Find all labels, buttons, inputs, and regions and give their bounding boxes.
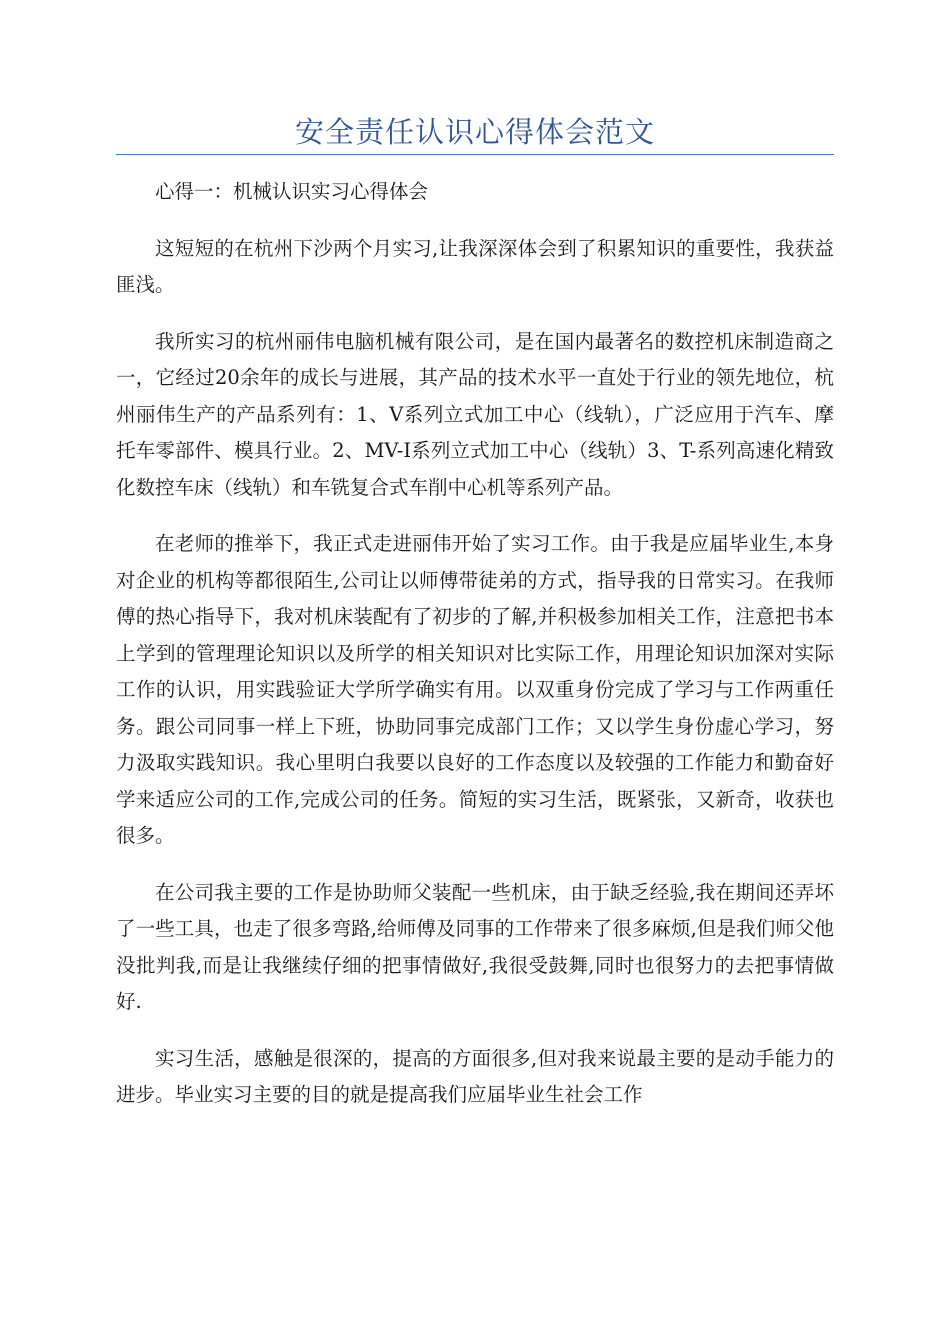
paragraph: 在公司我主要的工作是协助师父装配一些机床，由于缺乏经验,我在期间还弄坏了一些工具，也走了很多弯路,给师傅及同事的工作带来了很多麻烦,但是我们师父他没批判我,而是让我继续仔细的把事情做好,我很受鼓舞,同时也很努力的去把事情做好. (116, 880, 834, 1013)
paragraph: 实习生活，感触是很深的，提高的方面很多,但对我来说最主要的是动手能力的进步。毕业实习主要的目的就是提高我们应届毕业生社会工作 (116, 1046, 834, 1106)
paragraph: 这短短的在杭州下沙两个月实习,让我深深体会到了积累知识的重要性，我获益匪浅。 (116, 236, 834, 296)
paragraph-heading: 心得一：机械认识实习心得体会 (155, 180, 429, 203)
paragraph: 我所实习的杭州丽伟电脑机械有限公司，是在国内最著名的数控机床制造商之一，它经过20余年的成长与进展，其产品的技术水平一直处于行业的领先地位，杭州丽伟生产的产品系列有：1、V系列立式加工中心（线轨），广泛应用于汽车、摩托车零部件、模具行业。2、MV-I系列立式加工中心（线轨）3、T-系列高速化精致化数控车床（线轨）和车铣复合式车削中心机等系列产品。 (116, 329, 834, 499)
document-body (116, 174, 834, 1134)
paragraph: 在老师的推举下，我正式走进丽伟开始了实习工作。由于我是应届毕业生,本身对企业的机构等都很陌生,公司让以师傅带徒弟的方式，指导我的日常实习。在我师傅的热心指导下，我对机床装配有了初步的了解,并积极参加相关工作，注意把书本上学到的管理理论知识以及所学的相关知识对比实际工作，用理论知识加深对实际工作的认识，用实践验证大学所学确实有用。以双重身份完成了学习与工作两重任务。跟公司同事一样上下班，协助同事完成部门工作；又以学生身份虚心学习，努力汲取实践知识。我心里明白我要以良好的工作态度以及较强的工作能力和勤奋好学来适应公司的工作,完成公司的任务。简短的实习生活，既紧张，又新奇，收获也很多。 (116, 532, 834, 847)
document-title: 安全责任认识心得体会范文 (294, 115, 655, 149)
title-underline (116, 154, 834, 155)
